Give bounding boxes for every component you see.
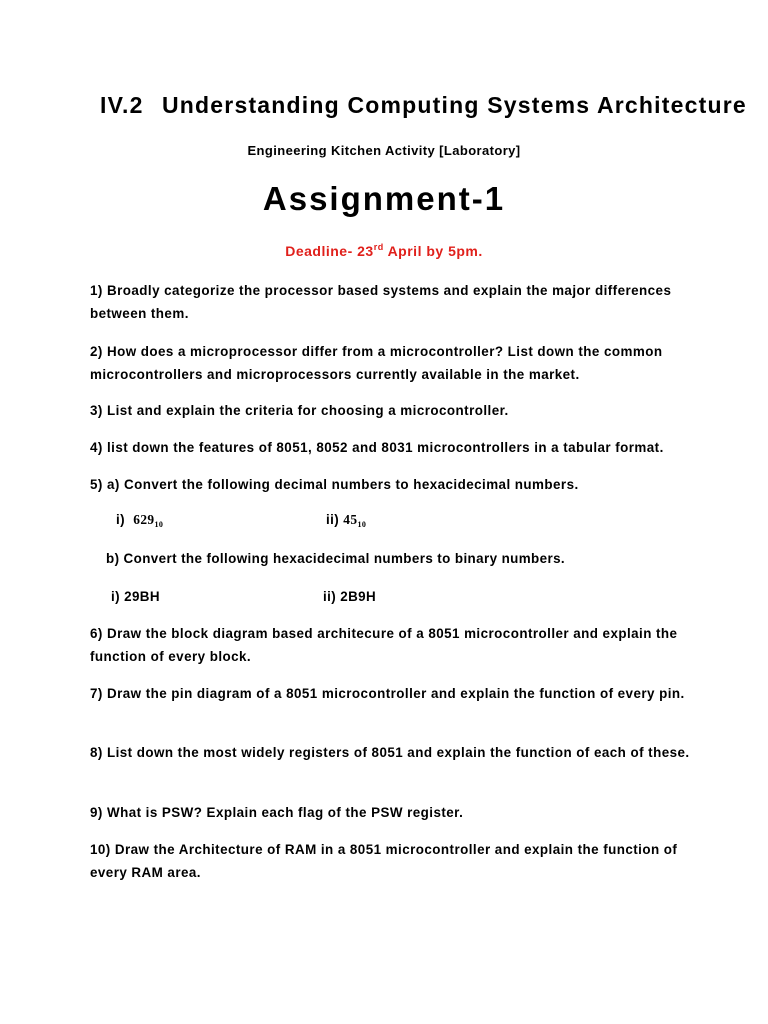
activity-subtitle: Engineering Kitchen Activity [Laboratory] [247, 143, 521, 158]
q5a-i-base: 10 [154, 520, 164, 529]
question-8: 8) List down the most widely registers of 8051 and explain the function of each of these. [90, 745, 690, 760]
question-9: 9) What is PSW? Explain each flag of the PSW register. [90, 805, 464, 820]
question-5b: b) Convert the following hexacidecimal numbers to binary numbers. [106, 551, 566, 566]
q5a-ii-value: 45 [343, 512, 358, 527]
deadline-suffix: April by 5pm. [383, 243, 483, 259]
deadline-prefix: Deadline- 23 [285, 243, 374, 259]
deadline [0, 243, 768, 259]
question-3: 3) List and explain the criteria for choosing a microcontroller. [90, 403, 509, 418]
q5a-ii-label: ii) [326, 512, 340, 527]
course-title [100, 92, 747, 119]
question-5a-ii [326, 512, 366, 528]
q5a-ii-base: 10 [357, 520, 367, 529]
assignment-heading: Assignment-1 [262, 180, 506, 217]
q5a-i-value: 629 [133, 512, 155, 527]
question-5b-i: i) 29BH [111, 589, 160, 604]
question-7: 7) Draw the pin diagram of a 8051 microcontroller and explain the function of every pin. [90, 686, 685, 701]
q5a-i-label: i) [116, 512, 125, 527]
course-name: Understanding Computing Systems Architecture [162, 92, 747, 118]
question-5b-ii: ii) 2B9H [323, 589, 377, 604]
question-6: 6) Draw the block diagram based architecure of a 8051 microcontroller and explain the function of every block. [90, 626, 678, 664]
question-2: 2) How does a microprocessor differ from a microcontroller? List down the common microcontrollers and microprocessors currently available in the market. [90, 344, 663, 382]
question-5a-i [116, 512, 163, 528]
question-4: 4) list down the features of 8051, 8052 and 8031 microcontrollers in a tabular format. [90, 440, 664, 455]
section-number: IV.2 [100, 92, 144, 118]
question-5a: 5) a) Convert the following decimal numbers to hexacidecimal numbers. [90, 477, 579, 492]
deadline-superscript: rd [373, 242, 384, 252]
question-1: 1) Broadly categorize the processor based systems and explain the major differences between them. [90, 283, 672, 321]
question-10: 10) Draw the Architecture of RAM in a 8051 microcontroller and explain the function of every RAM area. [90, 842, 678, 880]
